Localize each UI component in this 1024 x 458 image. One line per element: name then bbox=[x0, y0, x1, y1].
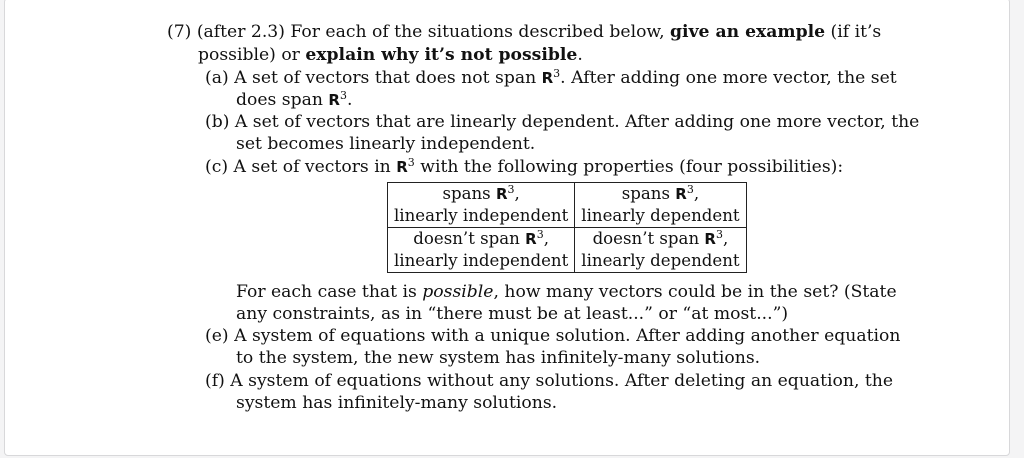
exponent: 3 bbox=[407, 156, 415, 169]
item-c-text: A set of vectors in bbox=[233, 157, 397, 177]
item-b-line1 bbox=[205, 111, 919, 133]
item-a-text2: . After adding one more vector, the set bbox=[560, 68, 897, 88]
cases-table bbox=[387, 182, 747, 273]
item-b-text: A set of vectors that are linearly dependent. After adding one more vector, the bbox=[234, 112, 920, 132]
item-c-follow-text2: , how many vectors could be in the set? (State bbox=[493, 282, 897, 302]
item-a-line2 bbox=[236, 89, 352, 111]
give-example-bold: give an example bbox=[670, 22, 826, 42]
real-space-symbol: R bbox=[396, 158, 408, 176]
item-c-follow-text3: any constraints, as in “there must be at least...” or “at most...”) bbox=[236, 304, 789, 324]
table-cell: spans $R^3$, linearly dependent bbox=[575, 183, 746, 228]
problem-intro-line1 bbox=[167, 21, 881, 43]
item-e-line2 bbox=[236, 347, 760, 369]
item-e-text: A system of equations with a unique solution. After adding another equation bbox=[234, 326, 901, 346]
item-f-text2: system has infinitely-many solutions. bbox=[236, 393, 558, 413]
item-c-follow-line1 bbox=[236, 281, 897, 303]
problem-intro-text3: possible) or bbox=[198, 45, 306, 65]
period: . bbox=[577, 45, 583, 65]
real-space-symbol: R bbox=[541, 69, 554, 87]
exponent: 3 bbox=[339, 89, 347, 102]
item-f-line2 bbox=[236, 392, 557, 414]
item-f-text: A system of equations without any solutions. After deleting an equation, the bbox=[230, 371, 894, 391]
item-e-label: (e) bbox=[205, 326, 229, 346]
item-f-line1 bbox=[205, 370, 893, 392]
item-a-text3: does span bbox=[236, 90, 329, 110]
problem-number: (7) bbox=[167, 22, 192, 42]
item-b-line2 bbox=[236, 133, 535, 155]
item-a-text4: . bbox=[346, 90, 353, 110]
table-row bbox=[388, 228, 747, 273]
item-a-line1 bbox=[205, 67, 897, 89]
item-f-label: (f) bbox=[205, 371, 225, 391]
item-a-text: A set of vectors that does not span bbox=[234, 68, 542, 88]
item-c-follow-line2 bbox=[236, 303, 788, 325]
item-b-text2: set becomes linearly independent. bbox=[236, 134, 536, 154]
problem-intro-line2 bbox=[198, 44, 583, 66]
document-page bbox=[4, 0, 1010, 456]
item-e-text2: to the system, the new system has infinitely-many solutions. bbox=[236, 348, 761, 368]
possible-italic: possible bbox=[422, 282, 494, 302]
table-cell: doesn’t span $R^3$, linearly independent bbox=[388, 228, 575, 273]
item-c-line1 bbox=[205, 156, 843, 178]
item-c-label: (c) bbox=[205, 157, 229, 177]
explain-bold: explain why it’s not possible bbox=[305, 45, 578, 65]
exponent: 3 bbox=[553, 67, 561, 80]
item-b-label: (b) bbox=[205, 112, 230, 132]
table-row bbox=[388, 183, 747, 228]
item-e-line1 bbox=[205, 325, 900, 347]
item-a-label: (a) bbox=[205, 68, 229, 88]
problem-intro-text2: (if it’s bbox=[825, 22, 882, 42]
item-c-text2: with the following properties (four possibilities): bbox=[414, 157, 844, 177]
real-space-symbol: R bbox=[328, 91, 340, 109]
problem-intro-text: (after 2.3) For each of the situations described below, bbox=[196, 22, 671, 42]
item-c-follow-text: For each case that is bbox=[236, 282, 423, 302]
table-cell: spans $R^3$, linearly independent bbox=[388, 183, 575, 228]
table-cell: doesn’t span $R^3$, linearly dependent bbox=[575, 228, 746, 273]
